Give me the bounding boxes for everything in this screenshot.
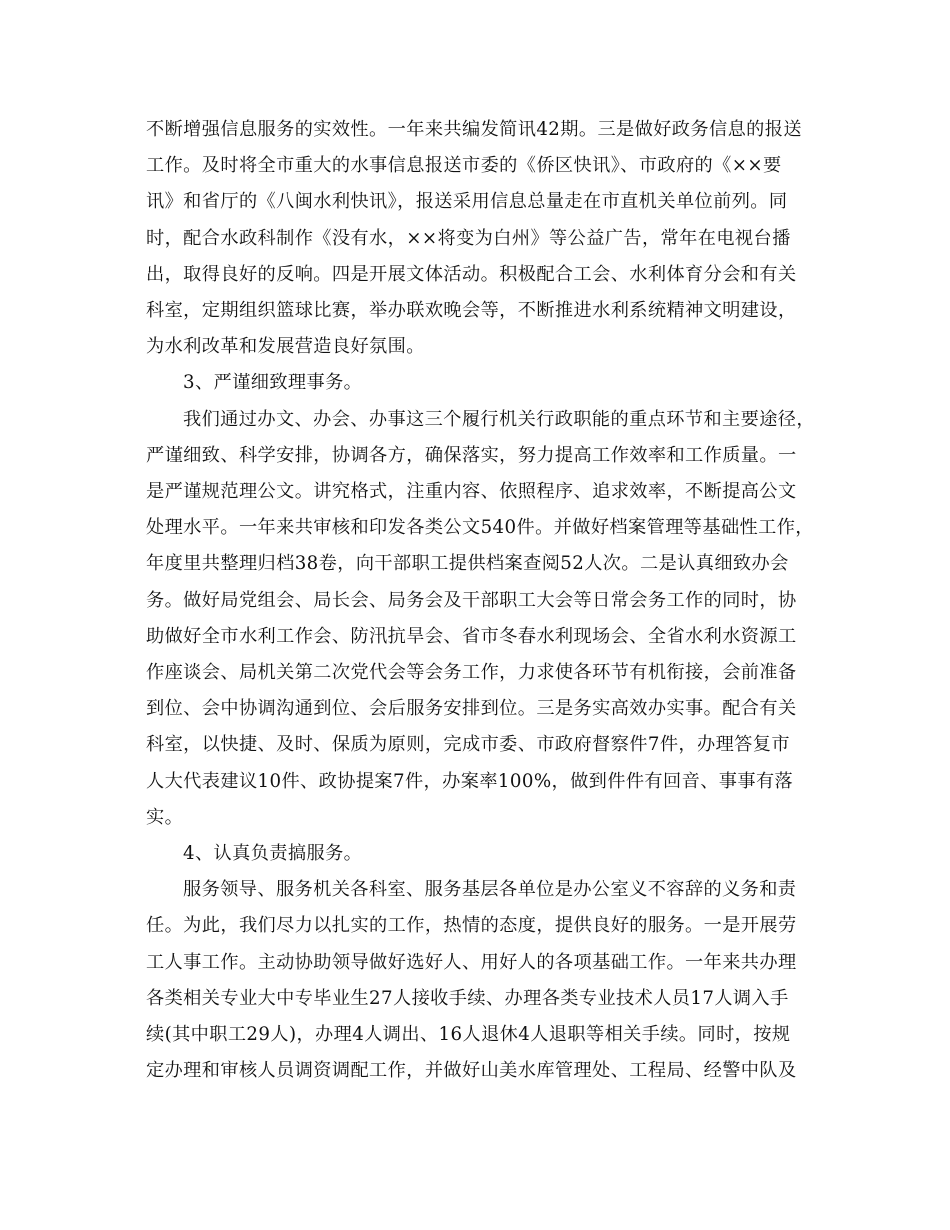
text-line: 是严谨规范理公文。讲究格式，注重内容、依照程序、追求效率，不断提高公文	[146, 481, 797, 503]
text-line: 到位、会中协调沟通到位、会后服务安排到位。三是务实高效办实事。配合有关	[146, 698, 797, 720]
text-line: 各类相关专业大中专毕业生27人接收手续、办理各类专业技术人员17人调入手	[146, 987, 789, 1009]
text-line: 作座谈会、局机关第二次党代会等会务工作，力求使各环节有机衔接，会前准备	[146, 662, 797, 684]
text-line: 处理水平。一年来共审核和印发各类公文540件。并做好档案管理等基础性工作，	[146, 517, 814, 539]
text-line: 出，取得良好的反响。四是开展文体活动。积极配合工会、水利体育分会和有关	[146, 263, 797, 285]
text-line: 人大代表建议10件、政协提案7件，办案率100%，做到件件有回音、事事有落	[146, 770, 794, 792]
heading-line: 4、认真负责搞服务。	[183, 843, 363, 865]
paragraph-services	[146, 872, 816, 1089]
text-line: 实。	[146, 806, 184, 828]
text-line: 服务领导、服务机关各科室、服务基层各单位是办公室义不容辞的义务和责	[183, 879, 797, 901]
text-line: 定办理和审核人员调资调配工作，并做好山美水库管理处、工程局、经警中队及	[146, 1060, 797, 1082]
section-heading-3	[146, 365, 816, 401]
text-line: 续(其中职工29人)，办理4人调出、16人退休4人退职等相关手续。同时，按规	[146, 1024, 791, 1046]
paragraph-info-services	[146, 112, 816, 365]
paragraph-affairs	[146, 402, 816, 836]
section-heading-4	[146, 836, 816, 872]
text-line: 助做好全市水利工作会、防汛抗旱会、省市冬春水利现场会、全省水利水资源工	[146, 625, 797, 647]
heading-line: 3、严谨细致理事务。	[183, 372, 363, 394]
text-line: 时，配合水政科制作《没有水，××将变为白州》等公益广告，常年在电视台播	[146, 227, 791, 249]
text-line: 工人事工作。主动协助领导做好选好人、用好人的各项基础工作。一年来共办理	[146, 951, 797, 973]
text-line: 工作。及时将全市重大的水事信息报送市委的《侨区快讯》、市政府的《××要	[146, 155, 782, 177]
text-line: 我们通过办文、办会、办事这三个履行机关行政职能的重点环节和主要途径，	[183, 408, 815, 430]
text-line: 科室，以快捷、及时、保质为原则，完成市委、市政府督察件7件，办理答复市	[146, 734, 790, 756]
text-line: 年度里共整理归档38卷，向干部职工提供档案查阅52人次。二是认真细致办会	[146, 553, 789, 575]
text-line: 务。做好局党组会、局长会、局务会及干部职工大会等日常会务工作的同时，协	[146, 589, 797, 611]
document-body	[146, 112, 816, 1089]
text-line: 为水利改革和发展营造良好氛围。	[146, 336, 425, 358]
text-line: 不断增强信息服务的实效性。一年来共编发简讯42期。三是做好政务信息的报送	[146, 119, 802, 140]
text-line: 严谨细致、科学安排，协调各方，确保落实，努力提高工作效率和工作质量。一	[146, 444, 797, 466]
text-line: 科室，定期组织篮球比赛，举办联欢晚会等，不断推进水利系统精神文明建设，	[146, 300, 797, 322]
text-line: 讯》和省厅的《八闽水利快讯》，报送采用信息总量走在市直机关单位前列。同	[146, 191, 788, 213]
text-line: 任。为此，我们尽力以扎实的工作，热情的态度，提供良好的服务。一是开展劳	[146, 915, 797, 937]
